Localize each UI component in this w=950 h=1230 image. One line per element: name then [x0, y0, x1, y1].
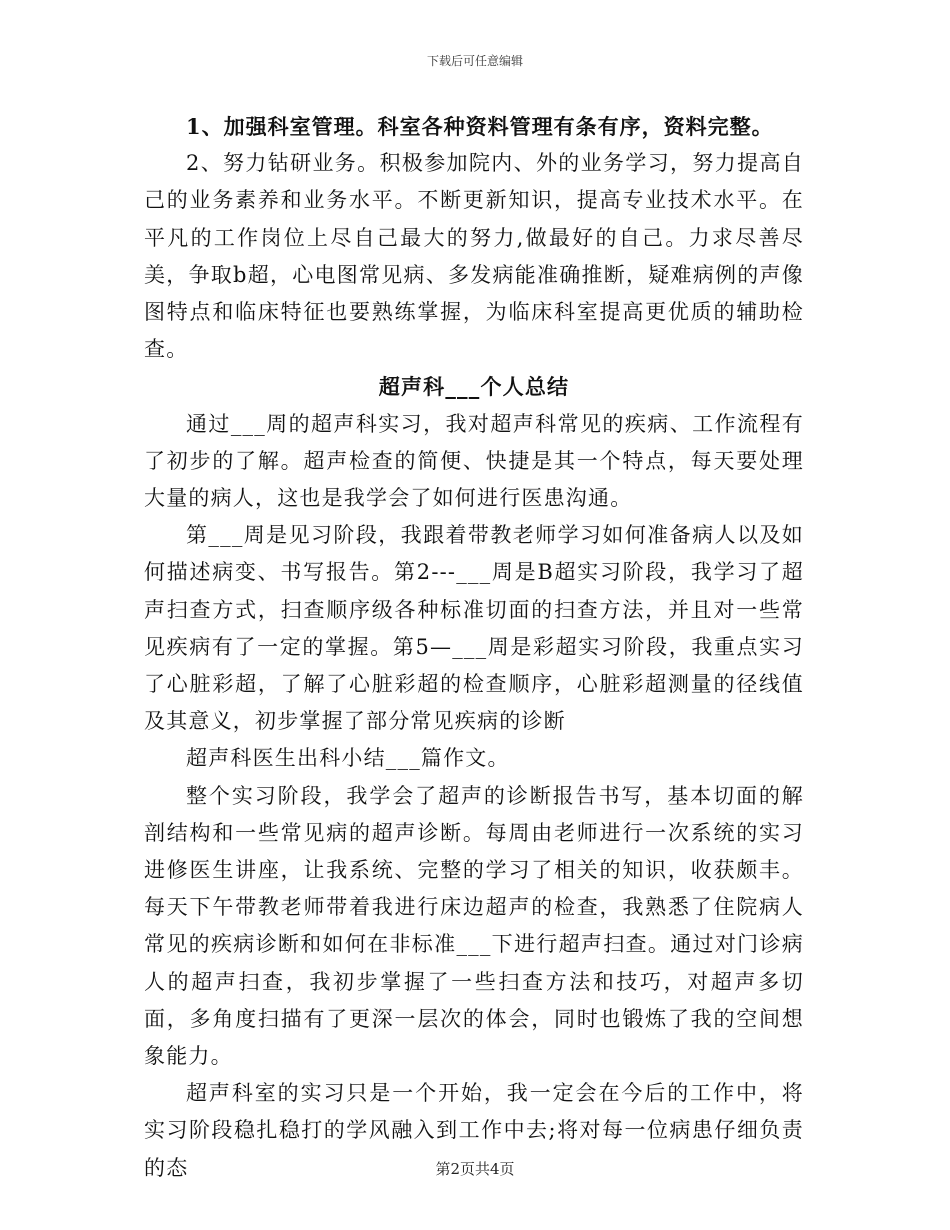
list-item-1: 1、加强科室管理。科室各种资料管理有条有序，资料完整。 [186, 114, 774, 139]
paragraph-4: 整个实习阶段，我学会了超声的诊断报告书写，基本切面的解剖结构和一些常见病的超声诊断。每周由老师进行一次系统的实习进修医生讲座，让我系统、完整的学习了相关的知识，收获颇丰。每天下午带教老师带着我进行床边超声的检查，我熟悉了住院病人常见的疾病诊断和如何在非标准___下进行超声扫查。通过对门诊病人的超声扫查，我初步掌握了一些扫查方法和技巧，对超声多切面，多角度扫描有了更深一层次的体会，同时也锻炼了我的空间想象能力。 [144, 783, 804, 1069]
page-footer: 第2页共4页 [435, 1160, 515, 1178]
paragraph-2: 第___周是见习阶段，我跟着带教老师学习如何准备病人以及如何描述病变、书写报告。第2---___周是B超实习阶段，我学习了超声扫查方式，扫查顺序级各种标准切面的扫查方法，并且对一些常见疾病有了一定的掌握。第5—___周是彩超实习阶段，我重点实习了心脏彩超，了解了心脏彩超的检查顺序，心脏彩超测量的径线值及其意义，初步掌握了部分常见疾病的诊断 [144, 523, 804, 734]
paragraph-3: 超声科医生出科小结___篇作文。 [186, 746, 510, 771]
page-header: 下载后可任意编辑 [426, 54, 523, 68]
paragraph-1: 通过___周的超声科实习，我对超声科常见的疾病、工作流程有了初步的了解。超声检查的简便、快捷是其一个特点，每天要处理大量的病人，这也是我学会了如何进行医患沟通。 [144, 411, 804, 511]
document-body [144, 108, 804, 1187]
paragraph-5: 超声科室的实习只是一个开始，我一定会在今后的工作中，将实习阶段稳扎稳打的学风融入到工作中去;将对每一位病患仔细负责的态 [144, 1081, 804, 1180]
section-title: 超声科___个人总结 [378, 374, 570, 400]
list-item-2: 2、努力钻研业务。积极参加院内、外的业务学习，努力提高自己的业务素养和业务水平。不断更新知识，提高专业技术水平。在平凡的工作岗位上尽自己最大的努力,做最好的自己。力求尽善尽美，争取b超，心电图常见病、多发病能准确推断，疑难病例的声像图特点和临床特征也要熟练掌握，为临床科室提高更优质的辅助检查。 [144, 151, 804, 362]
